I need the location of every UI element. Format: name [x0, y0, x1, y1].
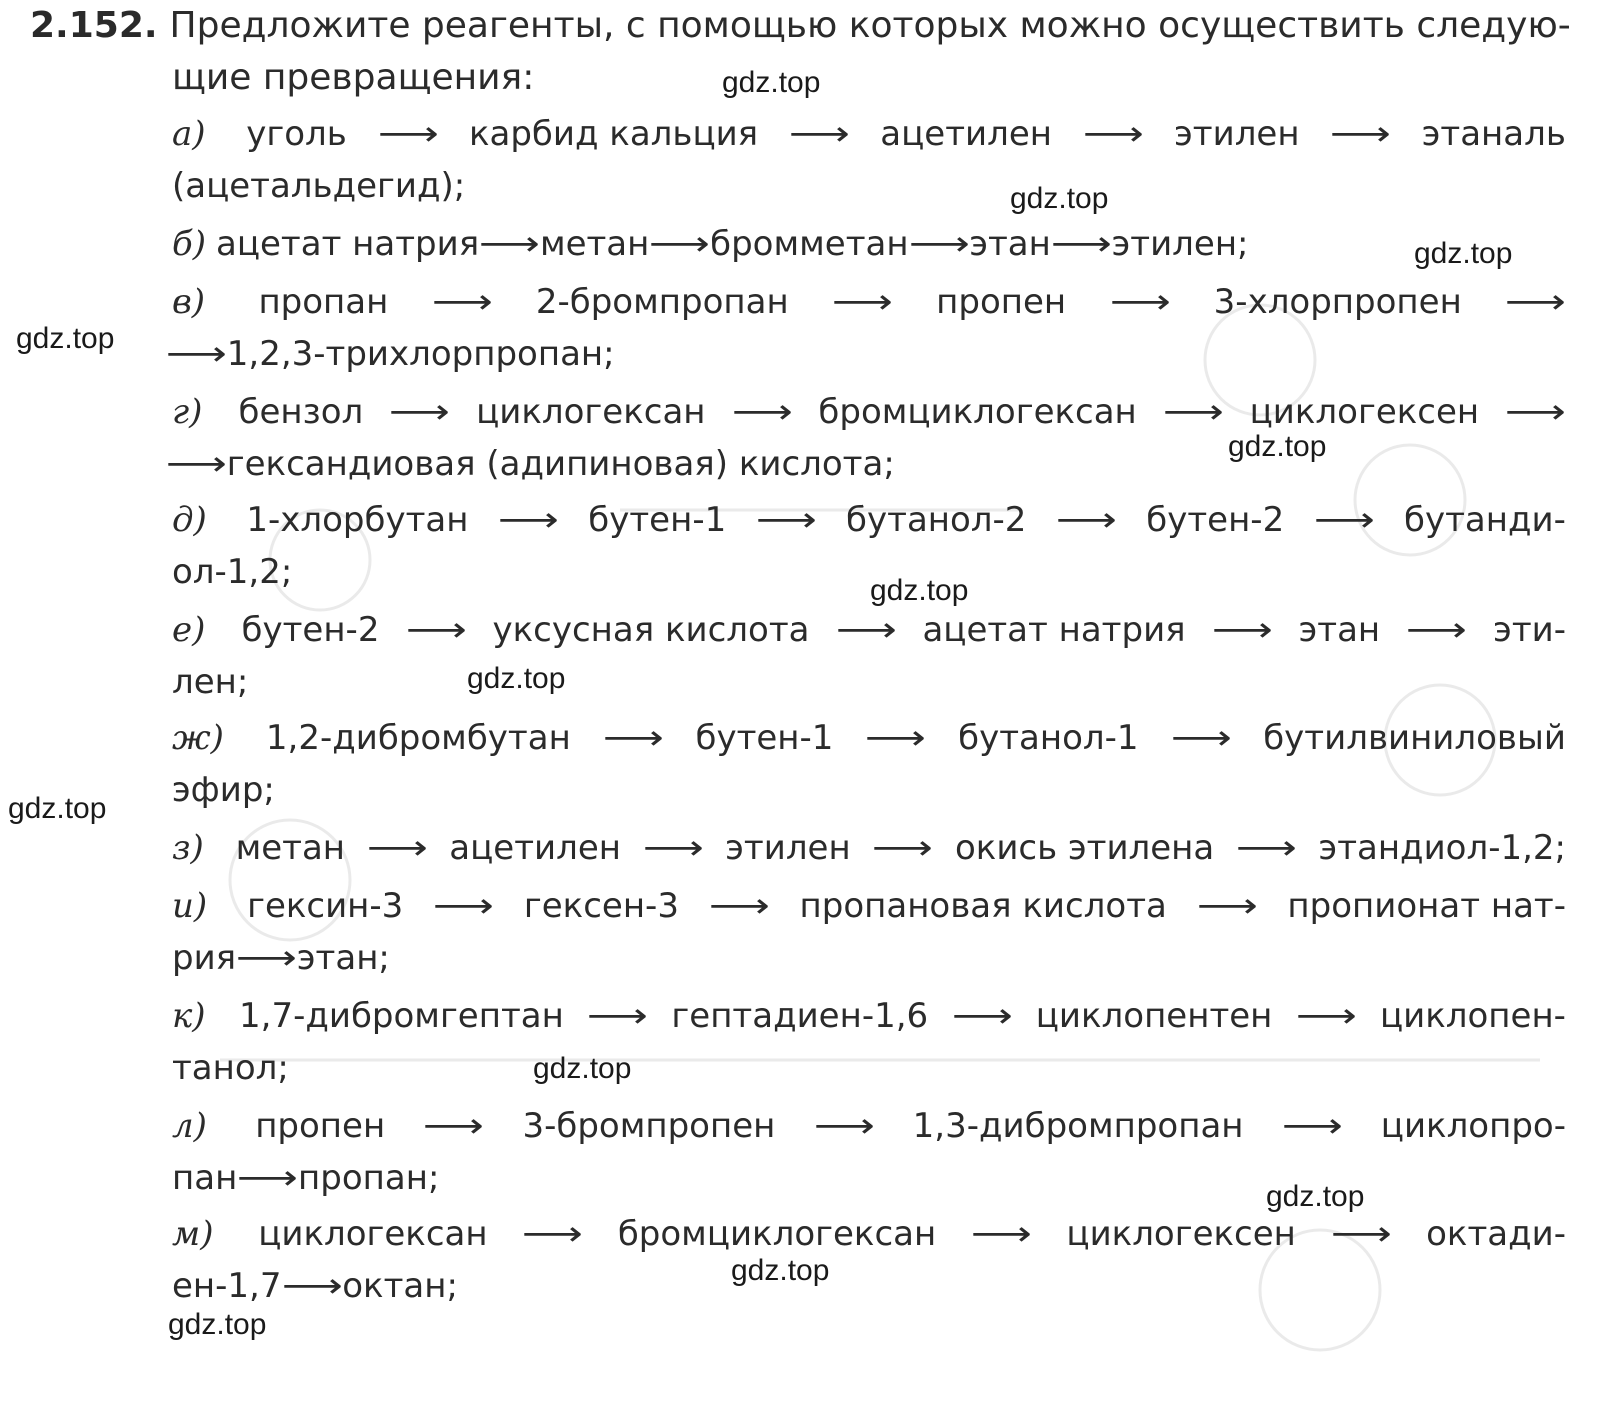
compound-name: гександиовая (адипиновая) кислота; [226, 444, 895, 484]
arrow-icon: ⟶ [1313, 500, 1375, 540]
arrow-icon: ⟶ [642, 828, 704, 868]
compound-name: гептадиен-1,6 [671, 996, 929, 1036]
compound-name: октади- [1426, 1214, 1566, 1254]
arrow-icon: ⟶ [1281, 1106, 1343, 1146]
compound-name: пропен [936, 282, 1067, 322]
arrow-icon: ⟶ [522, 1214, 584, 1254]
item-label: д) [172, 500, 207, 540]
transformation-line [165, 328, 1566, 380]
transformation-line [172, 494, 1566, 546]
item-label: л) [172, 1106, 207, 1146]
transformation-line [172, 1260, 1566, 1312]
arrow-icon: ⟶ [1505, 392, 1567, 432]
compound-name: пропен [255, 1106, 386, 1146]
watermark-text: gdz.top [1010, 182, 1109, 215]
arrow-icon: ⟶ [908, 224, 970, 264]
compound-name: бутанол-2 [846, 500, 1027, 540]
compound-name: пропановая кислота [799, 886, 1167, 926]
arrow-icon: ⟶ [479, 224, 541, 264]
compound-name: бутанол-1 [958, 718, 1139, 758]
compound-name: этилен [1174, 114, 1300, 154]
watermark-text: gdz.top [467, 662, 566, 695]
compound-name: бутанди- [1404, 500, 1566, 540]
item-label: м) [172, 1214, 214, 1254]
watermark-text: gdz.top [16, 322, 115, 355]
compound-name: этилен; [1111, 224, 1249, 264]
compound-name: этилен [725, 828, 851, 868]
item-label: б) [172, 224, 207, 264]
arrow-icon: ⟶ [366, 828, 428, 868]
item-label: в) [172, 282, 206, 322]
compound-name: 1,3-дибромпропан [912, 1106, 1244, 1146]
compound-name: бензол [238, 392, 364, 432]
compound-name: танол; [172, 1048, 289, 1088]
compound-name: пропан; [298, 1158, 440, 1198]
watermark-text: gdz.top [1414, 237, 1513, 270]
compound-name: уксусная кислота [492, 610, 810, 650]
arrow-icon: ⟶ [405, 610, 467, 650]
compound-name: ен-1,7 [172, 1266, 282, 1306]
watermark-text: gdz.top [168, 1308, 267, 1341]
transformation-line [165, 438, 1566, 490]
watermark-text: gdz.top [533, 1052, 632, 1085]
watermark-text: gdz.top [722, 66, 821, 99]
arrow-icon: ⟶ [431, 282, 493, 322]
transformation-line [172, 604, 1566, 656]
compound-name: бутилвиниловый [1263, 718, 1566, 758]
arrow-icon: ⟶ [1330, 114, 1392, 154]
compound-name: 1,2,3-трихлорпропан; [226, 334, 615, 374]
arrow-icon: ⟶ [1109, 282, 1171, 322]
problem-number: 2.152. [30, 5, 158, 46]
transformation-line [172, 1100, 1566, 1152]
arrow-icon: ⟶ [377, 114, 439, 154]
arrow-icon: ⟶ [281, 1266, 343, 1306]
compound-name: пропионат нат- [1287, 886, 1566, 926]
compound-name: гексин-3 [247, 886, 404, 926]
compound-name: бромциклогексан [617, 1214, 937, 1254]
compound-name: циклопро- [1380, 1106, 1566, 1146]
transformation-line [172, 932, 1566, 984]
arrow-icon: ⟶ [865, 718, 927, 758]
arrow-icon: ⟶ [1162, 392, 1224, 432]
transformation-line [172, 990, 1566, 1042]
compound-name: 2-бромпропан [535, 282, 789, 322]
arrow-icon: ⟶ [389, 392, 451, 432]
item-label: е) [172, 610, 206, 650]
compound-name: эти- [1493, 610, 1566, 650]
arrow-icon: ⟶ [1330, 1214, 1392, 1254]
compound-name: бутен-1 [588, 500, 727, 540]
arrow-icon: ⟶ [602, 718, 664, 758]
compound-name: эфир; [172, 770, 275, 810]
item-label: а) [172, 114, 206, 154]
compound-name: ацетат натрия [216, 224, 480, 264]
transformation-line [172, 764, 1566, 816]
arrow-icon: ⟶ [1050, 224, 1112, 264]
arrow-icon: ⟶ [755, 500, 817, 540]
transformation-line [172, 1208, 1566, 1260]
compound-name: этан [969, 224, 1051, 264]
arrow-icon: ⟶ [951, 996, 1013, 1036]
transformation-line [172, 218, 1566, 270]
arrow-icon: ⟶ [835, 610, 897, 650]
watermark-text: gdz.top [731, 1254, 830, 1287]
arrow-icon: ⟶ [1170, 718, 1232, 758]
compound-name: 1,7-дибромгептан [239, 996, 564, 1036]
arrow-icon: ⟶ [788, 114, 850, 154]
compound-name: (ацетальдегид); [172, 166, 466, 206]
compound-name: ацетат натрия [922, 610, 1186, 650]
arrow-icon: ⟶ [433, 886, 495, 926]
compound-name: 1,2-дибромбутан [265, 718, 571, 758]
compound-name: 1-хлорбутан [246, 500, 469, 540]
compound-name: рия [172, 938, 237, 978]
item-label: г) [172, 392, 203, 432]
transformation-line [172, 386, 1566, 438]
compound-name: лен; [172, 662, 249, 702]
arrow-icon: ⟶ [731, 392, 793, 432]
compound-name: бутен-2 [241, 610, 380, 650]
compound-name: этан [1298, 610, 1381, 650]
compound-name: 3-хлорпропен [1213, 282, 1462, 322]
transformation-line [172, 546, 1566, 598]
arrow-icon: ⟶ [1235, 828, 1297, 868]
watermark-text: gdz.top [1266, 1180, 1365, 1213]
watermark-text: gdz.top [8, 792, 107, 825]
transformation-line [172, 1042, 1566, 1094]
arrow-icon: ⟶ [1406, 610, 1468, 650]
arrow-icon: ⟶ [165, 334, 227, 374]
arrow-icon: ⟶ [497, 500, 559, 540]
compound-name: гексен-3 [523, 886, 679, 926]
item-label: ж) [172, 718, 224, 758]
compound-name: циклопентен [1035, 996, 1273, 1036]
arrow-icon: ⟶ [1055, 500, 1117, 540]
compound-name: бромметан [710, 224, 909, 264]
transformation-line [172, 712, 1566, 764]
compound-name: пропан [258, 282, 389, 322]
compound-name: циклогексен [1249, 392, 1480, 432]
compound-name: ол-1,2; [172, 552, 293, 592]
compound-name: карбид кальция [468, 114, 759, 154]
watermark-text: gdz.top [1228, 430, 1327, 463]
compound-name: ацетилен [449, 828, 621, 868]
item-label: з) [172, 828, 204, 868]
compound-name: циклопен- [1380, 996, 1566, 1036]
compound-name: циклогексан [258, 1214, 488, 1254]
transformation-line [172, 108, 1566, 160]
arrow-icon: ⟶ [813, 1106, 875, 1146]
transformation-line [172, 880, 1566, 932]
compound-name: этандиол-1,2; [1318, 828, 1566, 868]
watermark-text: gdz.top [870, 574, 969, 607]
transformation-line [172, 656, 1566, 708]
arrow-icon: ⟶ [423, 1106, 485, 1146]
compound-name: метан [235, 828, 346, 868]
compound-name: бромциклогексан [818, 392, 1137, 432]
arrow-icon: ⟶ [236, 938, 297, 978]
arrow-icon: ⟶ [1211, 610, 1273, 650]
compound-name: метан [539, 224, 650, 264]
arrow-icon: ⟶ [970, 1214, 1032, 1254]
arrow-icon: ⟶ [1196, 886, 1258, 926]
arrow-icon: ⟶ [587, 996, 649, 1036]
arrow-icon: ⟶ [1295, 996, 1357, 1036]
item-label: к) [172, 996, 206, 1036]
compound-name: октан; [342, 1266, 458, 1306]
arrow-icon: ⟶ [1082, 114, 1144, 154]
compound-name: этаналь [1421, 114, 1566, 154]
transformation-line [172, 276, 1566, 328]
compound-name: бутен-2 [1146, 500, 1285, 540]
compound-name: окись этилена [955, 828, 1215, 868]
compound-name: циклогексен [1066, 1214, 1296, 1254]
item-label: и) [172, 886, 208, 926]
arrow-icon: ⟶ [708, 886, 770, 926]
arrow-icon: ⟶ [649, 224, 711, 264]
arrow-icon: ⟶ [237, 1158, 299, 1198]
arrow-icon: ⟶ [165, 444, 227, 484]
arrow-icon: ⟶ [831, 282, 893, 322]
arrow-icon: ⟶ [872, 828, 934, 868]
compound-name: уголь [246, 114, 347, 154]
compound-name: пан [172, 1158, 238, 1198]
transformation-line [172, 160, 1566, 212]
compound-name: бутен-1 [695, 718, 834, 758]
problem-text-line-1: Предложите реагенты, с помощью которых можно осуществить следую- [169, 5, 1571, 46]
compound-name: ацетилен [880, 114, 1052, 154]
compound-name: циклогексан [476, 392, 706, 432]
arrow-icon: ⟶ [1505, 282, 1567, 322]
compound-name: этан; [296, 938, 390, 978]
problem-text-line-2: щие превращения: [172, 57, 535, 98]
transformation-line [172, 822, 1566, 874]
compound-name: 3-бромпропен [522, 1106, 776, 1146]
